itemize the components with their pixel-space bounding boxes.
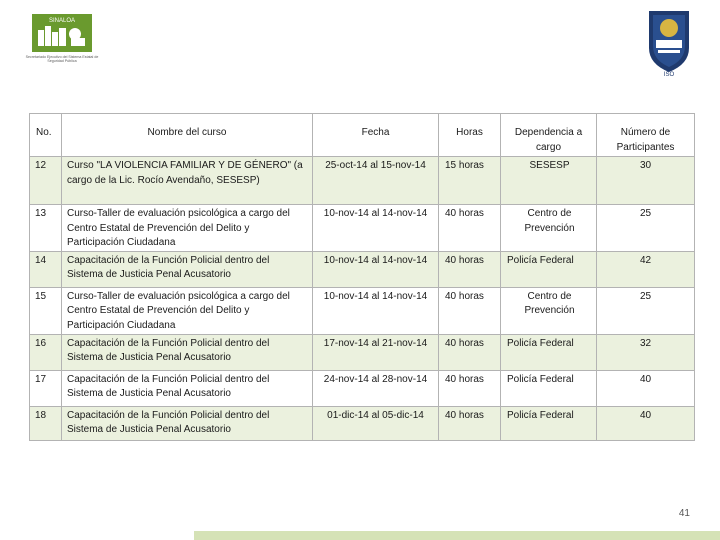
- cell-date: 17-nov-14 al 21-nov-14: [313, 334, 439, 370]
- courses-table: [29, 113, 695, 441]
- cell-no: 13: [30, 205, 62, 252]
- cell-hours: 40 horas: [439, 334, 501, 370]
- cell-date: 10-nov-14 al 14-nov-14: [313, 251, 439, 287]
- cell-dependency: Policía Federal: [501, 370, 597, 406]
- cell-hours: 15 horas: [439, 157, 501, 205]
- cell-name: Capacitación de la Función Policial dentro del Sistema de Justicia Penal Acusatorio: [62, 334, 313, 370]
- cell-name: Capacitación de la Función Policial dentro del Sistema de Justicia Penal Acusatorio: [62, 251, 313, 287]
- seguridad-emblem-icon: [646, 8, 692, 78]
- cell-name: Curso "LA VIOLENCIA FAMILIAR Y DE GÉNERO" (a cargo de la Lic. Rocío Avendaño, SESESP): [62, 157, 313, 205]
- header-hours: Horas: [439, 114, 501, 157]
- table-row: [30, 370, 695, 406]
- header-participants: Número de Participantes: [597, 114, 695, 157]
- cell-no: 17: [30, 370, 62, 406]
- header-date: Fecha: [313, 114, 439, 157]
- svg-text:SINALOA: SINALOA: [48, 18, 76, 24]
- cell-date: 10-nov-14 al 14-nov-14: [313, 287, 439, 334]
- cell-hours: 40 horas: [439, 370, 501, 406]
- table-row: [30, 287, 695, 334]
- header-name: Nombre del curso: [62, 114, 313, 157]
- cell-participants: 25: [597, 205, 695, 252]
- header-dependency: Dependencia a cargo: [501, 114, 597, 157]
- cell-name: Curso-Taller de evaluación psicológica a cargo del Centro Estatal de Prevención del Delito y Participación Ciudadana: [62, 287, 313, 334]
- cell-hours: 40 horas: [439, 251, 501, 287]
- cell-dependency: Policía Federal: [501, 334, 597, 370]
- cell-no: 12: [30, 157, 62, 205]
- cell-dependency: Policía Federal: [501, 251, 597, 287]
- cell-dependency: Centro de Prevención: [501, 205, 597, 252]
- sinaloa-tagline: Secretariado Ejecutivo del Sistema Estatal de Seguridad Pública: [25, 55, 99, 64]
- cell-dependency: SESESP: [501, 157, 597, 205]
- footer-bar: [194, 531, 720, 540]
- table-row: [30, 157, 695, 205]
- sinaloa-mark-icon: [32, 14, 92, 54]
- table-header-row: [30, 114, 695, 157]
- cell-hours: 40 horas: [439, 205, 501, 252]
- svg-text:ISO: ISO: [663, 72, 675, 78]
- table-row: [30, 205, 695, 252]
- cell-participants: 25: [597, 287, 695, 334]
- cell-no: 16: [30, 334, 62, 370]
- sinaloa-logo: [22, 14, 102, 66]
- cell-name: Capacitación de la Función Policial dentro del Sistema de Justicia Penal Acusatorio: [62, 370, 313, 406]
- cell-participants: 30: [597, 157, 695, 205]
- cell-no: 14: [30, 251, 62, 287]
- cell-participants: 32: [597, 334, 695, 370]
- cell-date: 25-oct-14 al 15-nov-14: [313, 157, 439, 205]
- cell-participants: 42: [597, 251, 695, 287]
- cell-dependency: Centro de Prevención: [501, 287, 597, 334]
- cell-date: 10-nov-14 al 14-nov-14: [313, 205, 439, 252]
- cell-hours: 40 horas: [439, 406, 501, 440]
- cell-name: Curso-Taller de evaluación psicológica a cargo del Centro Estatal de Prevención del Delito y Participación Ciudadana: [62, 205, 313, 252]
- cell-participants: 40: [597, 406, 695, 440]
- table-row: [30, 251, 695, 287]
- cell-dependency: Policía Federal: [501, 406, 597, 440]
- cell-no: 18: [30, 406, 62, 440]
- table-row: [30, 406, 695, 440]
- cell-date: 24-nov-14 al 28-nov-14: [313, 370, 439, 406]
- header-no: No.: [30, 114, 62, 157]
- page-number: 41: [678, 508, 690, 519]
- cell-hours: 40 horas: [439, 287, 501, 334]
- cell-date: 01-dic-14 al 05-dic-14: [313, 406, 439, 440]
- cell-name: Capacitación de la Función Policial dentro del Sistema de Justicia Penal Acusatorio: [62, 406, 313, 440]
- table-row: [30, 334, 695, 370]
- cell-no: 15: [30, 287, 62, 334]
- cell-participants: 40: [597, 370, 695, 406]
